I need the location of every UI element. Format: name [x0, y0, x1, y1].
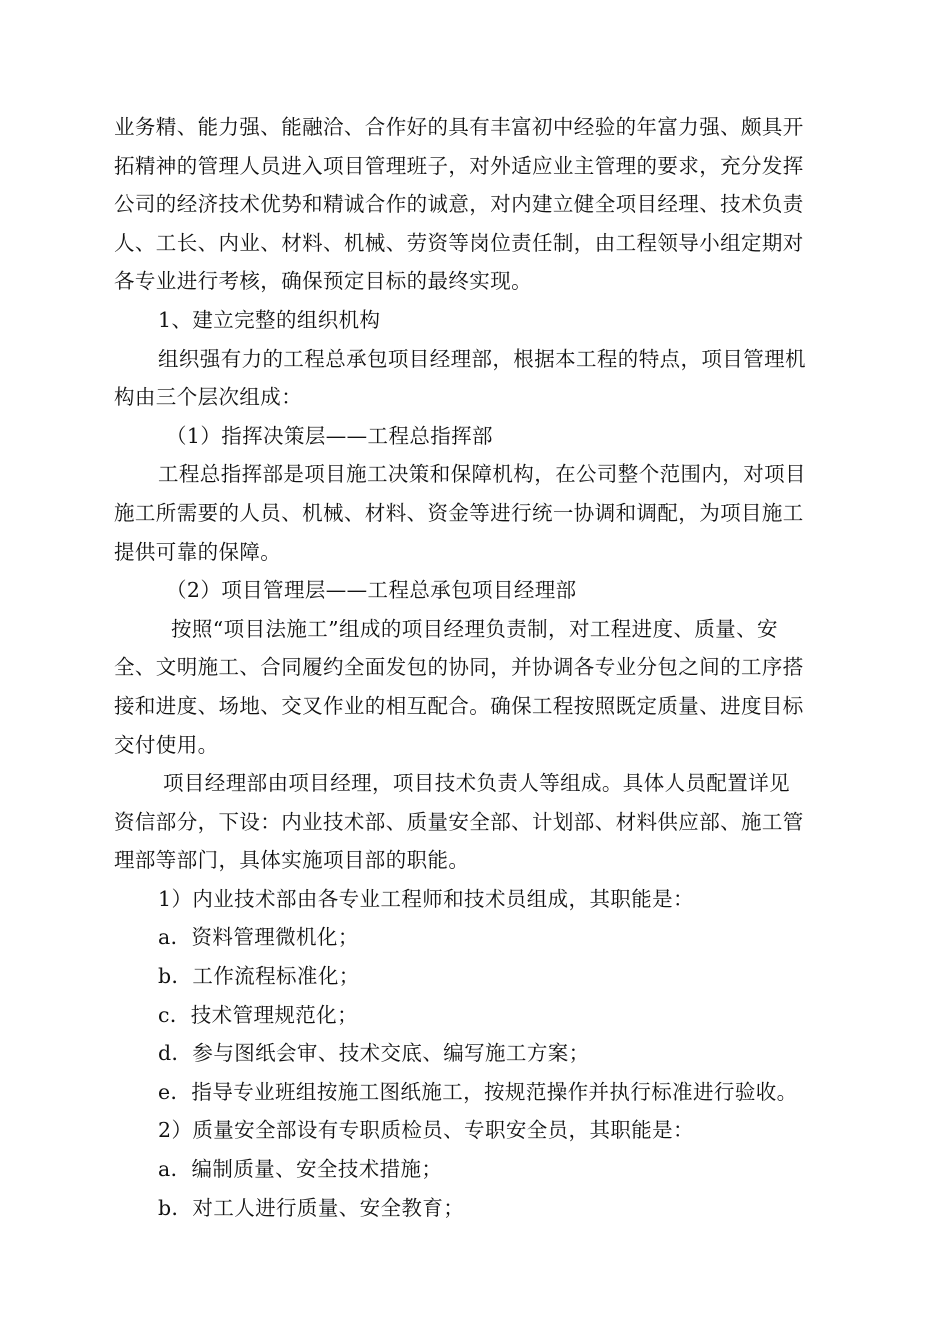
- body-text-line: 拓精神的管理人员进入项目管理班子，对外适应业主管理的要求，充分发挥: [114, 153, 804, 178]
- body-text-line: 各专业进行考核，确保预定目标的最终实现。: [114, 269, 532, 294]
- body-text-line: 交付使用。: [114, 732, 219, 757]
- list-item: a．编制质量、安全技术措施；: [158, 1157, 443, 1182]
- list-heading: 1）内业技术部由各专业工程师和技术员组成，其职能是：: [158, 886, 694, 911]
- list-item: a．资料管理微机化；: [158, 925, 359, 950]
- body-text-line: 人、工长、内业、材料、机械、劳资等岗位责任制，由工程领导小组定期对: [114, 230, 804, 255]
- list-heading: 2）质量安全部设有专职质检员、专职安全员，其职能是：: [158, 1118, 694, 1143]
- paragraph-first-line: 项目经理部由项目经理，项目技术负责人等组成。具体人员配置详见: [163, 771, 790, 796]
- section-heading: 1、建立完整的组织机构: [158, 307, 381, 332]
- body-text-line: 公司的经济技术优势和精诚合作的诚意，对内建立健全项目经理、技术负责: [114, 192, 804, 217]
- body-text-line: 构由三个层次组成：: [114, 385, 303, 410]
- body-text-line: 提供可靠的保障。: [114, 539, 282, 564]
- list-item: d．参与图纸会审、技术交底、编写施工方案；: [158, 1041, 590, 1066]
- body-text-line: 资信部分，下设：内业技术部、质量安全部、计划部、材料供应部、施工管: [114, 809, 804, 834]
- list-item: e．指导专业班组按施工图纸施工，按规范操作并执行标准进行验收。: [158, 1079, 798, 1104]
- subsection-heading: （1）指挥决策层——工程总指挥部: [166, 423, 493, 448]
- document-page: [114, 108, 860, 1227]
- list-item: b．对工人进行质量、安全教育；: [158, 1195, 465, 1220]
- subsection-heading: （2）项目管理层——工程总承包项目经理部: [166, 578, 577, 603]
- list-item: c．技术管理规范化；: [158, 1002, 358, 1027]
- body-text-line: 业务精、能力强、能融洽、合作好的具有丰富初中经验的年富力强、颇具开: [114, 115, 804, 139]
- paragraph-first-line: 按照“项目法施工”组成的项目经理负责制，对工程进度、质量、安: [171, 616, 778, 641]
- body-text-line: 施工所需要的人员、机械、材料、资金等进行统一协调和调配，为项目施工: [114, 500, 804, 525]
- body-text-line: 理部等部门，具体实施项目部的职能。: [114, 848, 470, 873]
- body-text-line: 接和进度、场地、交叉作业的相互配合。确保工程按照既定质量、进度目标: [114, 693, 804, 718]
- body-text-line: 全、文明施工、合同履约全面发包的协同，并协调各专业分包之间的工序搭: [114, 655, 804, 680]
- paragraph-first-line: 工程总指挥部是项目施工决策和保障机构，在公司整个范围内，对项目: [158, 462, 806, 487]
- paragraph-first-line: 组织强有力的工程总承包项目经理部，根据本工程的特点，项目管理机: [158, 346, 806, 371]
- list-item: b．工作流程标准化；: [158, 964, 360, 989]
